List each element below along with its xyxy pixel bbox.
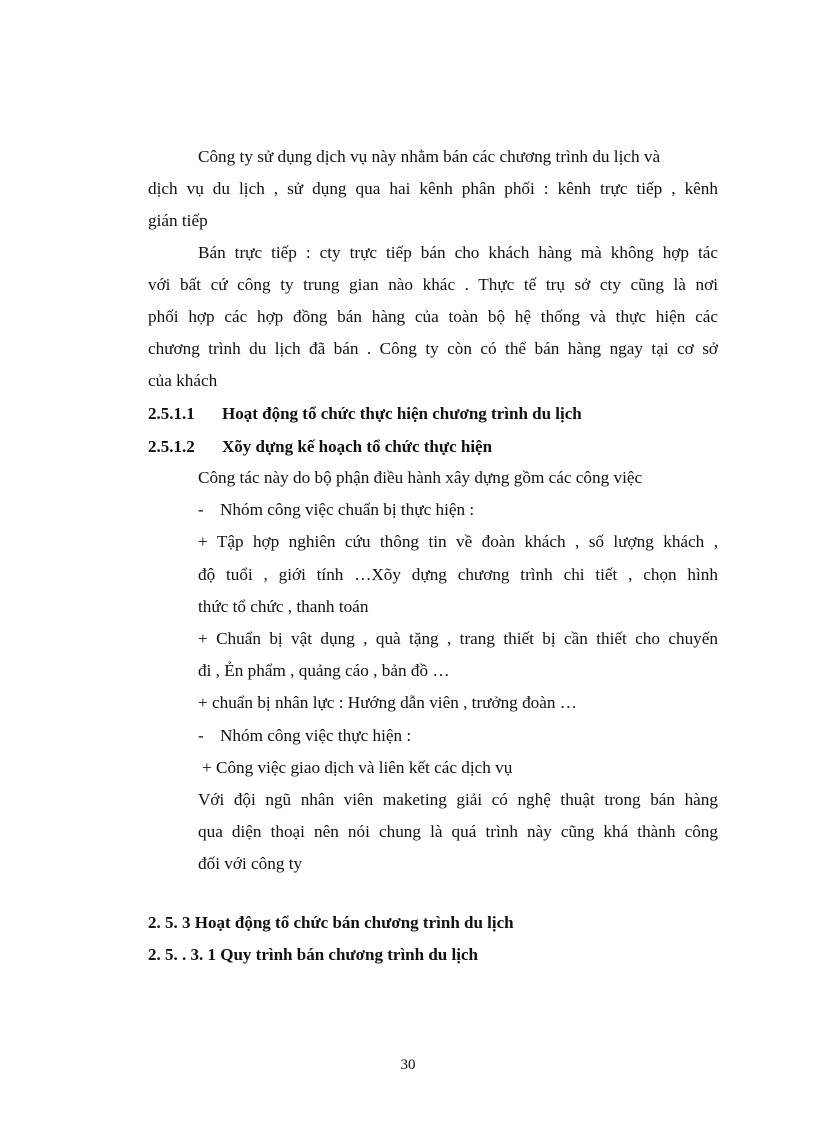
page-number: 30: [400, 1057, 416, 1073]
p2-line-3: phối hợp các hợp đồng bán hàng của toàn bộ hệ thống và thực hiện các: [148, 307, 718, 326]
group-1-heading: [198, 499, 718, 521]
heading-text: Xõy dựng kế hoạch tổ chức thực hiện: [222, 437, 493, 456]
p1-line-2: dịch vụ du lịch , sử dụng qua hai kênh phân phối : kênh trực tiếp , kênh: [148, 179, 718, 198]
closing-line-3: đối với công ty: [198, 854, 303, 873]
intro-line: Công tác này do bộ phận điều hành xây dựng gồm các công việc: [198, 468, 643, 487]
group-2-label: Nhóm công việc thực hiện :: [220, 726, 412, 745]
p2-line-1: Bán trực tiếp : cty trực tiếp bán cho khách hàng mà không hợp tác: [198, 243, 718, 262]
g1-item1-line-1: + Tập hợp nghiên cứu thông tin về đoàn khách , số lượng khách ,: [198, 532, 718, 551]
p2-line-5: của khách: [148, 371, 218, 390]
p1-line-1: Công ty sử dụng dịch vụ này nhằm bán các chương trình du lịch và: [198, 147, 661, 166]
heading-text: Hoạt động tổ chức thực hiện chương trình du lịch: [222, 404, 582, 423]
closing-line-2: qua diện thoại nên nói chung là quá trình này cũng khá thành công: [198, 822, 718, 841]
heading-2-5-1-1: [148, 403, 718, 425]
heading-2-5-1-2: [148, 436, 718, 458]
g2-item1: + Công việc giao dịch và liên kết các dịch vụ: [202, 758, 513, 777]
p1-line-3: gián tiếp: [148, 211, 208, 230]
group-1-label: Nhóm công việc chuẩn bị thực hiện :: [220, 500, 475, 519]
heading-number: 2.5.1.1: [148, 404, 195, 423]
g1-item1-line-3: thức tổ chức , thanh toán: [198, 597, 369, 616]
section-2-5-3-1: 2. 5. . 3. 1 Quy trình bán chương trình du lịch: [148, 945, 478, 964]
heading-number: 2.5.1.2: [148, 437, 195, 456]
section-2-5-3: 2. 5. 3 Hoạt động tổ chức bán chương trình du lịch: [148, 913, 514, 932]
dash-bullet: -: [198, 726, 204, 745]
g1-item3: + chuẩn bị nhân lực : Hướng dẫn viên , trưởng đoàn …: [198, 693, 577, 712]
p2-line-2: với bất cứ công ty trung gian nào khác . Thực tế trụ sở cty cũng là nơi: [148, 275, 718, 294]
g1-item1-line-2: độ tuổi , giới tính …Xõy dựng chương trình chi tiết , chọn hình: [198, 565, 718, 584]
group-2-heading: [198, 725, 718, 747]
closing-line-1: Với đội ngũ nhân viên maketing giải có nghệ thuật trong bán hàng: [198, 790, 718, 809]
p2-line-4: chương trình du lịch đã bán . Công ty còn có thể bán hàng ngay tại cơ sở: [148, 339, 718, 358]
dash-bullet: -: [198, 500, 204, 519]
g1-item2-line-1: + Chuẩn bị vật dụng , quà tặng , trang thiết bị cần thiết cho chuyến: [198, 629, 718, 648]
g1-item2-line-2: đi , Ẻn phẩm , quảng cáo , bản đồ …: [198, 661, 450, 680]
